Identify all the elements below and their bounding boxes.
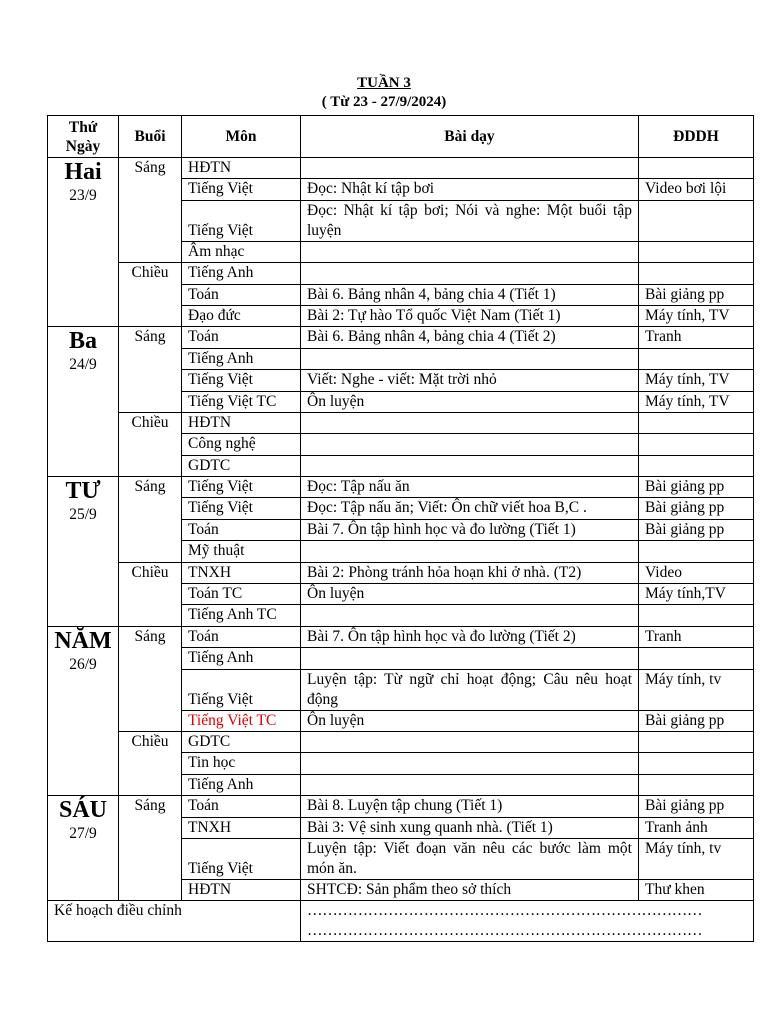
session-cell: Sáng xyxy=(119,158,182,263)
equipment-cell xyxy=(639,605,754,626)
subject-cell: Tiếng Việt xyxy=(182,370,301,391)
lesson-cell: Đọc: Nhật kí tập bơi xyxy=(301,179,639,200)
lesson-cell xyxy=(301,263,639,284)
lesson-cell: Bài 2: Phòng tránh hỏa hoạn khi ở nhà. (T2) xyxy=(301,562,639,583)
subject-cell: Tiếng Anh xyxy=(182,774,301,795)
lesson-cell: Ôn luyện xyxy=(301,584,639,605)
equipment-cell xyxy=(639,455,754,476)
equipment-cell: Video xyxy=(639,562,754,583)
adjustment-label: Kế hoạch điều chỉnh xyxy=(48,901,301,942)
lesson-cell: Bài 6. Bảng nhân 4, bảng chia 4 (Tiết 1) xyxy=(301,284,639,305)
session-cell: Sáng xyxy=(119,796,182,901)
subject-cell: HĐTN xyxy=(182,412,301,433)
subject-cell: Toán xyxy=(182,626,301,647)
subject-cell: Toán TC xyxy=(182,584,301,605)
document-title-block xyxy=(0,74,768,112)
lesson-cell xyxy=(301,774,639,795)
lesson-cell xyxy=(301,731,639,752)
subject-cell: Tiếng Việt TC xyxy=(182,391,301,412)
day-name: Hai xyxy=(64,159,102,185)
day-date: 27/9 xyxy=(69,825,97,843)
page-subtitle: ( Từ 23 - 27/9/2024) xyxy=(321,94,447,110)
subject-cell: Âm nhạc xyxy=(182,241,301,262)
equipment-cell: Tranh ảnh xyxy=(639,817,754,838)
equipment-cell xyxy=(639,541,754,562)
header-row xyxy=(48,116,754,158)
subject-cell: Tiếng Việt xyxy=(182,179,301,200)
subject-cell: TNXH xyxy=(182,817,301,838)
lesson-cell: Bài 8. Luyện tập chung (Tiết 1) xyxy=(301,796,639,817)
equipment-cell: Máy tính, TV xyxy=(639,370,754,391)
lesson-cell xyxy=(301,241,639,262)
subject-cell: Tiếng Anh xyxy=(182,648,301,669)
table-row xyxy=(48,263,754,284)
adjustment-line-2: …………………………………………………………………… xyxy=(307,922,703,940)
equipment-cell xyxy=(639,753,754,774)
lesson-cell: Luyện tập: Từ ngữ chỉ hoạt động; Câu nêu hoạt động xyxy=(301,669,639,710)
subject-cell: Toán xyxy=(182,519,301,540)
equipment-cell: Máy tính, TV xyxy=(639,391,754,412)
session-cell: Chiều xyxy=(119,263,182,327)
subject-cell: Đạo đức xyxy=(182,305,301,326)
day-cell xyxy=(48,626,119,795)
subject-cell: HĐTN xyxy=(182,879,301,900)
subject-cell: HĐTN xyxy=(182,158,301,179)
lesson-cell xyxy=(301,541,639,562)
equipment-cell: Bài giảng pp xyxy=(639,796,754,817)
equipment-cell: Video bơi lội xyxy=(639,179,754,200)
day-cell xyxy=(48,477,119,627)
subject-cell: Toán xyxy=(182,327,301,348)
lesson-cell: Bài 3: Vệ sinh xung quanh nhà. (Tiết 1) xyxy=(301,817,639,838)
subject-cell: Tiếng Việt xyxy=(182,477,301,498)
day-name: TƯ xyxy=(65,478,101,505)
equipment-cell xyxy=(639,200,754,241)
header-subject: Môn xyxy=(182,116,301,158)
table-row xyxy=(48,158,754,179)
day-date: 26/9 xyxy=(69,655,97,673)
session-cell: Chiều xyxy=(119,731,182,795)
equipment-cell: Máy tính, tv xyxy=(639,669,754,710)
lesson-cell: Luyện tập: Viết đoạn văn nêu các bước làm một món ăn. xyxy=(301,838,639,879)
lesson-cell xyxy=(301,753,639,774)
table-row xyxy=(48,327,754,348)
subject-cell: GDTC xyxy=(182,731,301,752)
equipment-cell: Tranh xyxy=(639,327,754,348)
day-name: SÁU xyxy=(58,797,107,824)
lesson-cell xyxy=(301,158,639,179)
header-equipment: ĐDDH xyxy=(639,116,754,158)
subject-cell: Toán xyxy=(182,284,301,305)
equipment-cell: Máy tính, tv xyxy=(639,838,754,879)
subject-cell: Công nghệ xyxy=(182,434,301,455)
lesson-cell: Bài 7. Ôn tập hình học và đo lường (Tiết 1) xyxy=(301,519,639,540)
equipment-cell xyxy=(639,241,754,262)
subject-cell: Tiếng Việt xyxy=(182,200,301,241)
session-cell: Sáng xyxy=(119,327,182,413)
table-row xyxy=(48,796,754,817)
lesson-cell xyxy=(301,455,639,476)
lesson-cell: SHTCĐ: Sản phẩm theo sở thích xyxy=(301,879,639,900)
table-row xyxy=(48,562,754,583)
lesson-cell xyxy=(301,648,639,669)
schedule-body xyxy=(48,158,754,901)
equipment-cell xyxy=(639,412,754,433)
equipment-cell xyxy=(639,263,754,284)
subject-cell: Tiếng Việt xyxy=(182,498,301,519)
day-date: 24/9 xyxy=(69,356,97,374)
header-day: Thứ Ngày xyxy=(48,116,119,158)
day-cell xyxy=(48,158,119,327)
equipment-cell: Máy tính, TV xyxy=(639,305,754,326)
session-cell: Sáng xyxy=(119,626,182,731)
subject-cell: Tiếng Anh xyxy=(182,348,301,369)
equipment-cell xyxy=(639,434,754,455)
lesson-cell: Đọc: Nhật kí tập bơi; Nói và nghe: Một buổi tập luyện xyxy=(301,200,639,241)
header-lesson: Bài dạy xyxy=(301,116,639,158)
subject-cell: Tiếng Anh xyxy=(182,263,301,284)
equipment-cell: Máy tính,TV xyxy=(639,584,754,605)
lesson-cell: Bài 2: Tự hào Tổ quốc Việt Nam (Tiết 1) xyxy=(301,305,639,326)
equipment-cell xyxy=(639,648,754,669)
equipment-cell: Tranh xyxy=(639,626,754,647)
table-row xyxy=(48,412,754,433)
subject-cell: Tiếng Việt xyxy=(182,838,301,879)
subject-cell: TNXH xyxy=(182,562,301,583)
session-cell: Chiều xyxy=(119,562,182,626)
header-session: Buổi xyxy=(119,116,182,158)
subject-cell: Tiếng Việt TC xyxy=(182,710,301,731)
equipment-cell: Bài giảng pp xyxy=(639,498,754,519)
day-date: 25/9 xyxy=(69,506,97,524)
subject-cell: GDTC xyxy=(182,455,301,476)
equipment-cell: Bài giảng pp xyxy=(639,284,754,305)
equipment-cell xyxy=(639,731,754,752)
table-row xyxy=(48,477,754,498)
lesson-cell xyxy=(301,412,639,433)
table-row xyxy=(48,731,754,752)
adjustment-row xyxy=(48,901,754,942)
equipment-cell xyxy=(639,158,754,179)
subject-cell: Toán xyxy=(182,796,301,817)
lesson-cell: Đọc: Tập nấu ăn; Viết: Ôn chữ viết hoa B,C . xyxy=(301,498,639,519)
equipment-cell: Bài giảng pp xyxy=(639,710,754,731)
lesson-cell: Ôn luyện xyxy=(301,391,639,412)
subject-cell: Tin học xyxy=(182,753,301,774)
subject-cell: Tiếng Việt xyxy=(182,669,301,710)
equipment-cell: Bài giảng pp xyxy=(639,477,754,498)
session-cell: Sáng xyxy=(119,477,182,563)
lesson-cell: Viết: Nghe - viết: Mặt trời nhỏ xyxy=(301,370,639,391)
lesson-cell: Đọc: Tập nấu ăn xyxy=(301,477,639,498)
equipment-cell xyxy=(639,774,754,795)
day-cell xyxy=(48,796,119,901)
lesson-cell: Ôn luyện xyxy=(301,710,639,731)
day-date: 23/9 xyxy=(69,187,97,204)
lesson-cell xyxy=(301,605,639,626)
schedule-table xyxy=(47,115,754,942)
equipment-cell: Thư khen xyxy=(639,879,754,900)
equipment-cell: Bài giảng pp xyxy=(639,519,754,540)
lesson-cell xyxy=(301,434,639,455)
page-title: TUẦN 3 xyxy=(357,75,411,91)
day-name: NĂM xyxy=(54,627,112,654)
subject-cell: Mỹ thuật xyxy=(182,541,301,562)
day-cell xyxy=(48,327,119,477)
adjustment-line-1: …………………………………………………………………… xyxy=(307,902,703,920)
subject-cell: Tiếng Anh TC xyxy=(182,605,301,626)
lesson-cell: Bài 6. Bảng nhân 4, bảng chia 4 (Tiết 2) xyxy=(301,327,639,348)
session-cell: Chiều xyxy=(119,412,182,476)
lesson-cell xyxy=(301,348,639,369)
adjustment-lines xyxy=(301,901,754,942)
equipment-cell xyxy=(639,348,754,369)
lesson-cell: Bài 7. Ôn tập hình học và đo lường (Tiết 2) xyxy=(301,626,639,647)
table-row xyxy=(48,626,754,647)
day-name: Ba xyxy=(68,328,97,355)
